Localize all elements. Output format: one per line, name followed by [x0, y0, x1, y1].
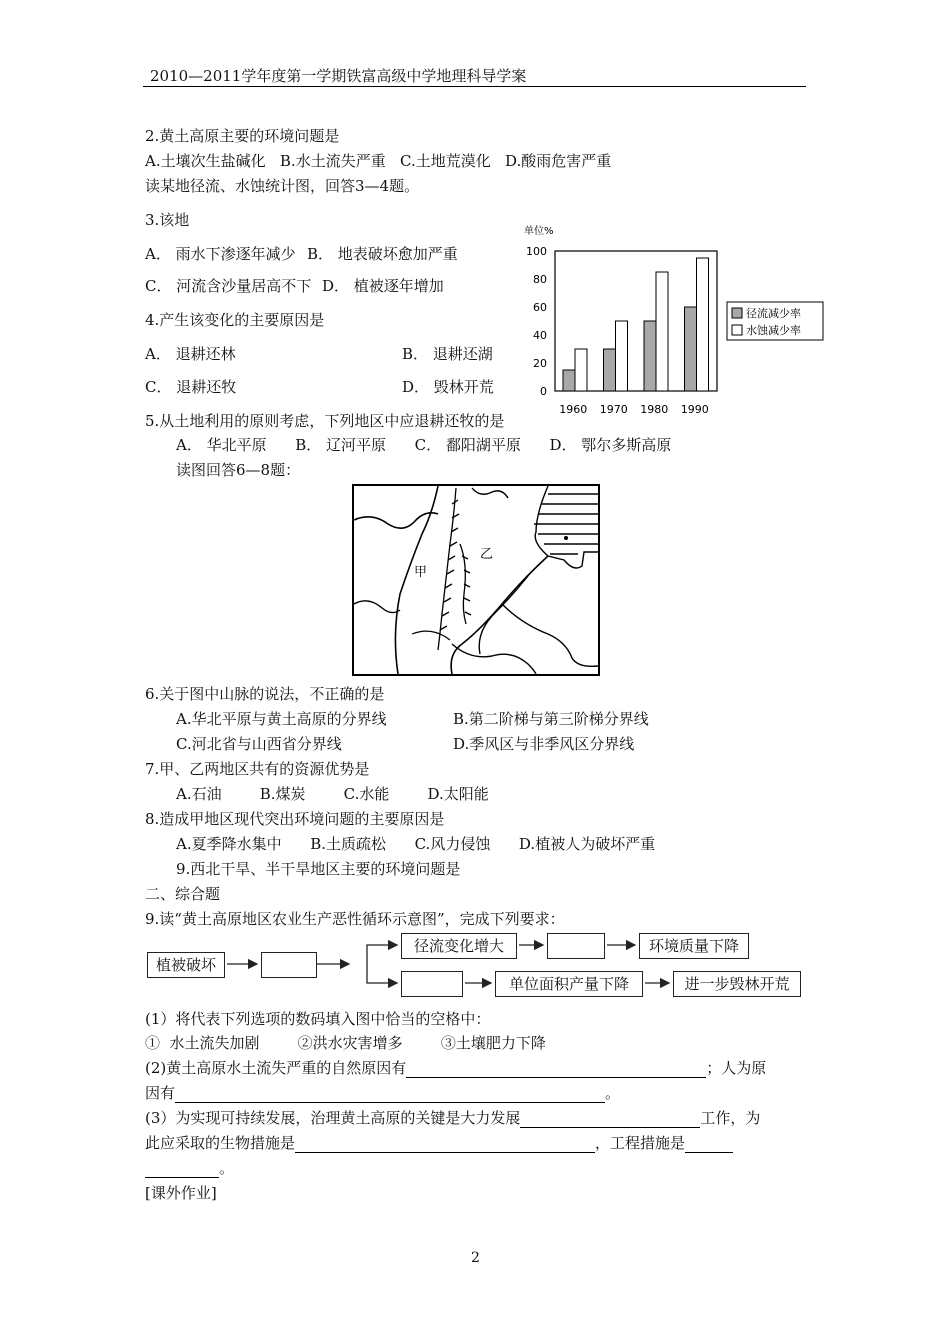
- answer-blank-key-work[interactable]: [520, 1110, 700, 1128]
- q8-stem: 8.造成甲地区现代突出环境问题的主要原因是: [145, 810, 445, 828]
- q3-option-d: D． 植被逐年增加: [322, 277, 444, 295]
- q4-option-d: D． 毁林开荒: [402, 378, 494, 396]
- map-label-yi: 乙: [480, 547, 494, 562]
- chart-bar: [644, 321, 656, 391]
- chart-y-tick-label: 80: [533, 273, 547, 286]
- q9-sub2-line2: [145, 1083, 620, 1103]
- chart-bar: [575, 349, 587, 391]
- flow-box-runoff-increase: 径流变化增大: [401, 933, 517, 959]
- runoff-erosion-bar-chart: [520, 222, 830, 422]
- page-header: 2010—2011学年度第一学期铁富高级中学地理科导学案: [150, 67, 527, 85]
- vicious-cycle-diagram: [145, 928, 805, 998]
- q9-sub1: (1）将代表下列选项的数码填入图中恰当的空格中：: [145, 1010, 491, 1028]
- page-number: 2: [471, 1250, 480, 1266]
- q3-option-a: A． 雨水下渗逐年减少: [145, 245, 296, 263]
- chart-y-tick-label: 100: [526, 245, 547, 258]
- chart-x-tick-label: 1960: [559, 403, 588, 416]
- answer-blank-natural-causes[interactable]: [406, 1060, 706, 1078]
- map-label-jia: 甲: [414, 565, 428, 580]
- flow-blank-box-1[interactable]: [261, 952, 317, 978]
- map-figure: [352, 484, 600, 676]
- answer-blank-engineering-measures[interactable]: [685, 1135, 733, 1153]
- chart-y-tick-label: 20: [533, 357, 547, 370]
- q4-option-c: C． 退耕还牧: [145, 378, 237, 396]
- chart-unit-label: 单位%: [524, 226, 554, 237]
- q9-sub3-eng-label: ，工程措施是: [595, 1134, 686, 1152]
- header-rule: [143, 86, 806, 87]
- chart-legend-swatch: [732, 308, 742, 318]
- intro-6-8: 读图回答6—8题：: [176, 461, 301, 479]
- q6-option-c: C.河北省与山西省分界线: [176, 735, 342, 753]
- q6-option-b: B.第二阶梯与第三阶梯分界线: [453, 710, 649, 728]
- chart-bar: [563, 370, 575, 391]
- q3-option-b: B． 地表破坏愈加严重: [307, 245, 458, 263]
- q9-sub3-end: 。: [219, 1159, 235, 1177]
- flow-box-vegetation-destruction: 植被破坏: [147, 952, 225, 978]
- q9-stem: 9.读“黄土高原地区农业生产恶性循环示意图”，完成下列要求：: [145, 910, 565, 928]
- chart-bar: [656, 272, 668, 391]
- flow-box-yield-decline: 单位面积产量下降: [495, 971, 643, 997]
- chart-y-tick-label: 0: [540, 385, 547, 398]
- q6-stem: 6.关于图中山脉的说法，不正确的是: [145, 685, 385, 703]
- q4-option-b: B． 退耕还湖: [402, 345, 493, 363]
- q2-options: A.土壤次生盐碱化 B.水土流失严重 C.土地荒漠化 D.酸雨危害严重: [145, 152, 612, 170]
- chart-x-tick-label: 1980: [640, 403, 669, 416]
- q4-option-a: A． 退耕还林: [145, 345, 236, 363]
- q8-options: A.夏季降水集中 B.土质疏松 C.风力侵蚀 D.植被人为破坏严重: [176, 835, 656, 853]
- chart-bar: [616, 321, 628, 391]
- chart-y-tick-label: 40: [533, 329, 547, 342]
- q9-sub2-line1: [145, 1058, 766, 1078]
- chart-y-tick-label: 60: [533, 301, 547, 314]
- intro-3-4: 读某地径流、水蚀统计图，回答3—4题。: [145, 177, 420, 195]
- q9-sub2-end: 。: [605, 1084, 621, 1102]
- q6-option-d: D.季风区与非季风区分界线: [453, 735, 635, 753]
- chart-x-tick-label: 1990: [680, 403, 709, 416]
- q9-sub3-bio-label: 此应采取的生物措施是: [145, 1134, 296, 1152]
- q2-stem: 2.黄土高原主要的环境问题是: [145, 127, 340, 145]
- chart-bar: [604, 349, 616, 391]
- map-svg: [352, 484, 600, 676]
- q9-options-list: ① 水土流失加剧 ②洪水灾害增多 ③土壤肥力下降: [145, 1034, 546, 1052]
- q3-stem: 3.该地: [145, 211, 190, 229]
- q5-options: A． 华北平原 B． 辽河平原 C． 鄱阳湖平原 D． 鄂尔多斯高原: [176, 436, 672, 454]
- section-2-title: 二、综合题: [145, 885, 221, 903]
- q9-sub2-suffix: ；人为原: [706, 1059, 767, 1077]
- flow-blank-box-3[interactable]: [401, 971, 463, 997]
- answer-blank-biological-measures[interactable]: [295, 1135, 595, 1153]
- flow-box-further-deforestation: 进一步毁林开荒: [673, 971, 801, 997]
- q9-sub2-cont: 因有: [145, 1084, 176, 1102]
- q5-stem: 5.从土地利用的原则考虑，下列地区中应退耕还牧的是: [145, 412, 505, 430]
- q4-stem: 4.产生该变化的主要原因是: [145, 311, 325, 329]
- flow-blank-box-2[interactable]: [547, 933, 605, 959]
- chart-legend-label: 水蚀减少率: [746, 324, 801, 337]
- q9-sub3-mid: 工作，为: [700, 1109, 761, 1127]
- q9-sub2-prefix: (2)黄土高原水土流失严重的自然原因有: [145, 1059, 407, 1077]
- q7-stem: 7.甲、乙两地区共有的资源优势是: [145, 760, 370, 778]
- chart-bar: [697, 258, 709, 391]
- q9-sub3-line1: [145, 1108, 760, 1128]
- q9a-stem: 9.西北干旱、半干旱地区主要的环境问题是: [176, 860, 461, 878]
- q7-options: A.石油 B.煤炭 C.水能 D.太阳能: [176, 785, 489, 803]
- q9-sub3-line3: [145, 1158, 234, 1178]
- answer-blank-engineering-measures-cont[interactable]: [145, 1160, 219, 1178]
- homework-label: [课外作业]: [145, 1184, 217, 1202]
- q6-option-a: A.华北平原与黄土高原的分界线: [176, 710, 387, 728]
- chart-x-tick-label: 1970: [599, 403, 628, 416]
- q9-sub3-line2: [145, 1133, 733, 1153]
- flow-box-env-quality-decline: 环境质量下降: [639, 933, 749, 959]
- chart-legend-swatch: [732, 325, 742, 335]
- chart-legend-label: 径流减少率: [746, 307, 801, 320]
- chart-bar: [685, 307, 697, 391]
- q9-sub3-prefix: (3）为实现可持续发展，治理黄土高原的关键是大力发展: [145, 1109, 521, 1127]
- q3-option-c: C． 河流含沙量居高不下: [145, 277, 312, 295]
- answer-blank-human-causes[interactable]: [175, 1085, 605, 1103]
